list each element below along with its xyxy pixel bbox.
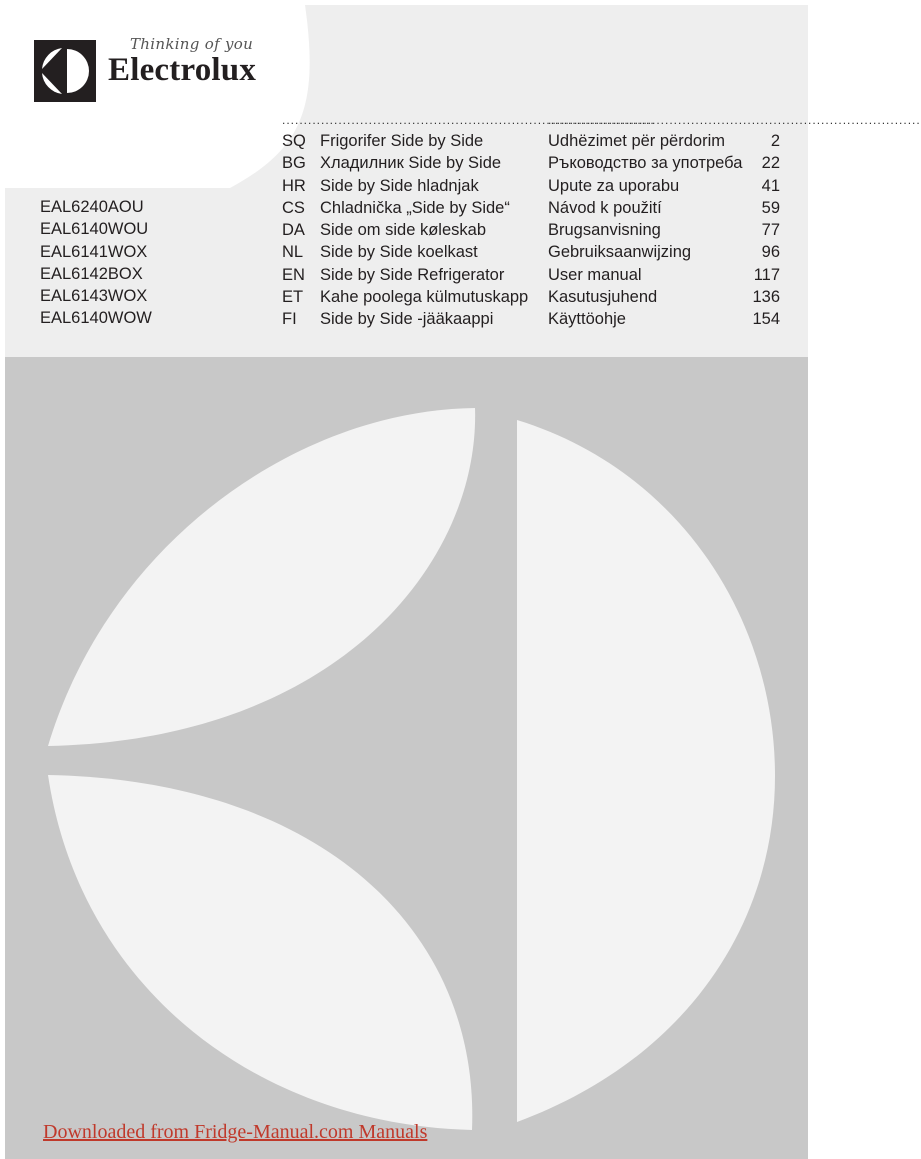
product-title: Side by Side Refrigerator [320,265,505,284]
document-type: Käyttöohje [548,310,626,329]
language-code: ET [282,288,304,307]
model-list [40,196,152,330]
language-code: NL [282,243,304,262]
table-row [282,241,780,263]
language-code: DA [282,221,305,240]
dotted-separator-left: ...................................................................................... [282,113,655,127]
table-row [282,197,780,219]
language-code: FI [282,310,297,329]
language-code: SQ [282,132,306,150]
table-row [282,286,780,308]
language-code: EN [282,265,305,284]
language-contents-table [282,130,780,331]
product-title: Kahe poolega külmutuskapp [320,288,529,307]
product-title: Frigorifer Side by Side [320,132,484,150]
product-title: Side by Side koelkast [320,243,478,262]
model-item: EAL6140WOW [40,309,152,328]
model-item: EAL6140WOU [40,220,149,239]
page-number: 59 [761,198,780,217]
page-number: 2 [770,132,780,150]
language-code: CS [282,198,305,217]
product-title: Хладилник Side by Side [320,154,502,173]
product-title: Side by Side hladnjak [320,176,479,195]
dotted-separator-right: ...................................................................................... [548,113,921,127]
document-type: Gebruiksaanwijzing [548,243,692,262]
table-row [282,175,780,197]
page-number: 96 [761,243,780,262]
page-number: 136 [752,288,780,307]
product-title: Side om side køleskab [320,221,486,240]
model-item: EAL6142BOX [40,264,143,283]
table-row [282,264,780,286]
product-title: Side by Side -jääkaappi [320,310,494,329]
table-row [282,219,780,241]
page-number: 41 [761,176,780,195]
document-type: Udhëzimet për përdorim [548,132,725,150]
page-number: 77 [761,221,780,240]
table-row [282,308,780,330]
model-item: EAL6143WOX [40,287,148,306]
language-code: HR [282,176,306,195]
document-type: Brugsanvisning [548,221,661,240]
brand-name: Electrolux [108,52,257,88]
document-type: Kasutusjuhend [548,288,658,307]
document-type: User manual [548,265,642,284]
page-number: 117 [753,265,780,284]
document-type: Návod k použití [548,198,662,217]
model-item: EAL6141WOX [40,242,148,261]
language-code: BG [282,154,306,173]
page-number: 22 [761,154,780,173]
document-type: Upute za uporabu [548,176,680,195]
electrolux-logo-icon [34,40,96,102]
product-title: Chladnička „Side by Side“ [320,198,510,217]
table-row [282,152,780,174]
page-number: 154 [752,310,780,329]
brand-tagline: Thinking of you [130,35,254,53]
document-type: Ръководство за употреба [548,154,743,173]
model-item: EAL6240AOU [40,198,144,216]
table-row [282,130,780,152]
download-source-link[interactable]: Downloaded from Fridge-Manual.com Manuals [43,1121,428,1143]
